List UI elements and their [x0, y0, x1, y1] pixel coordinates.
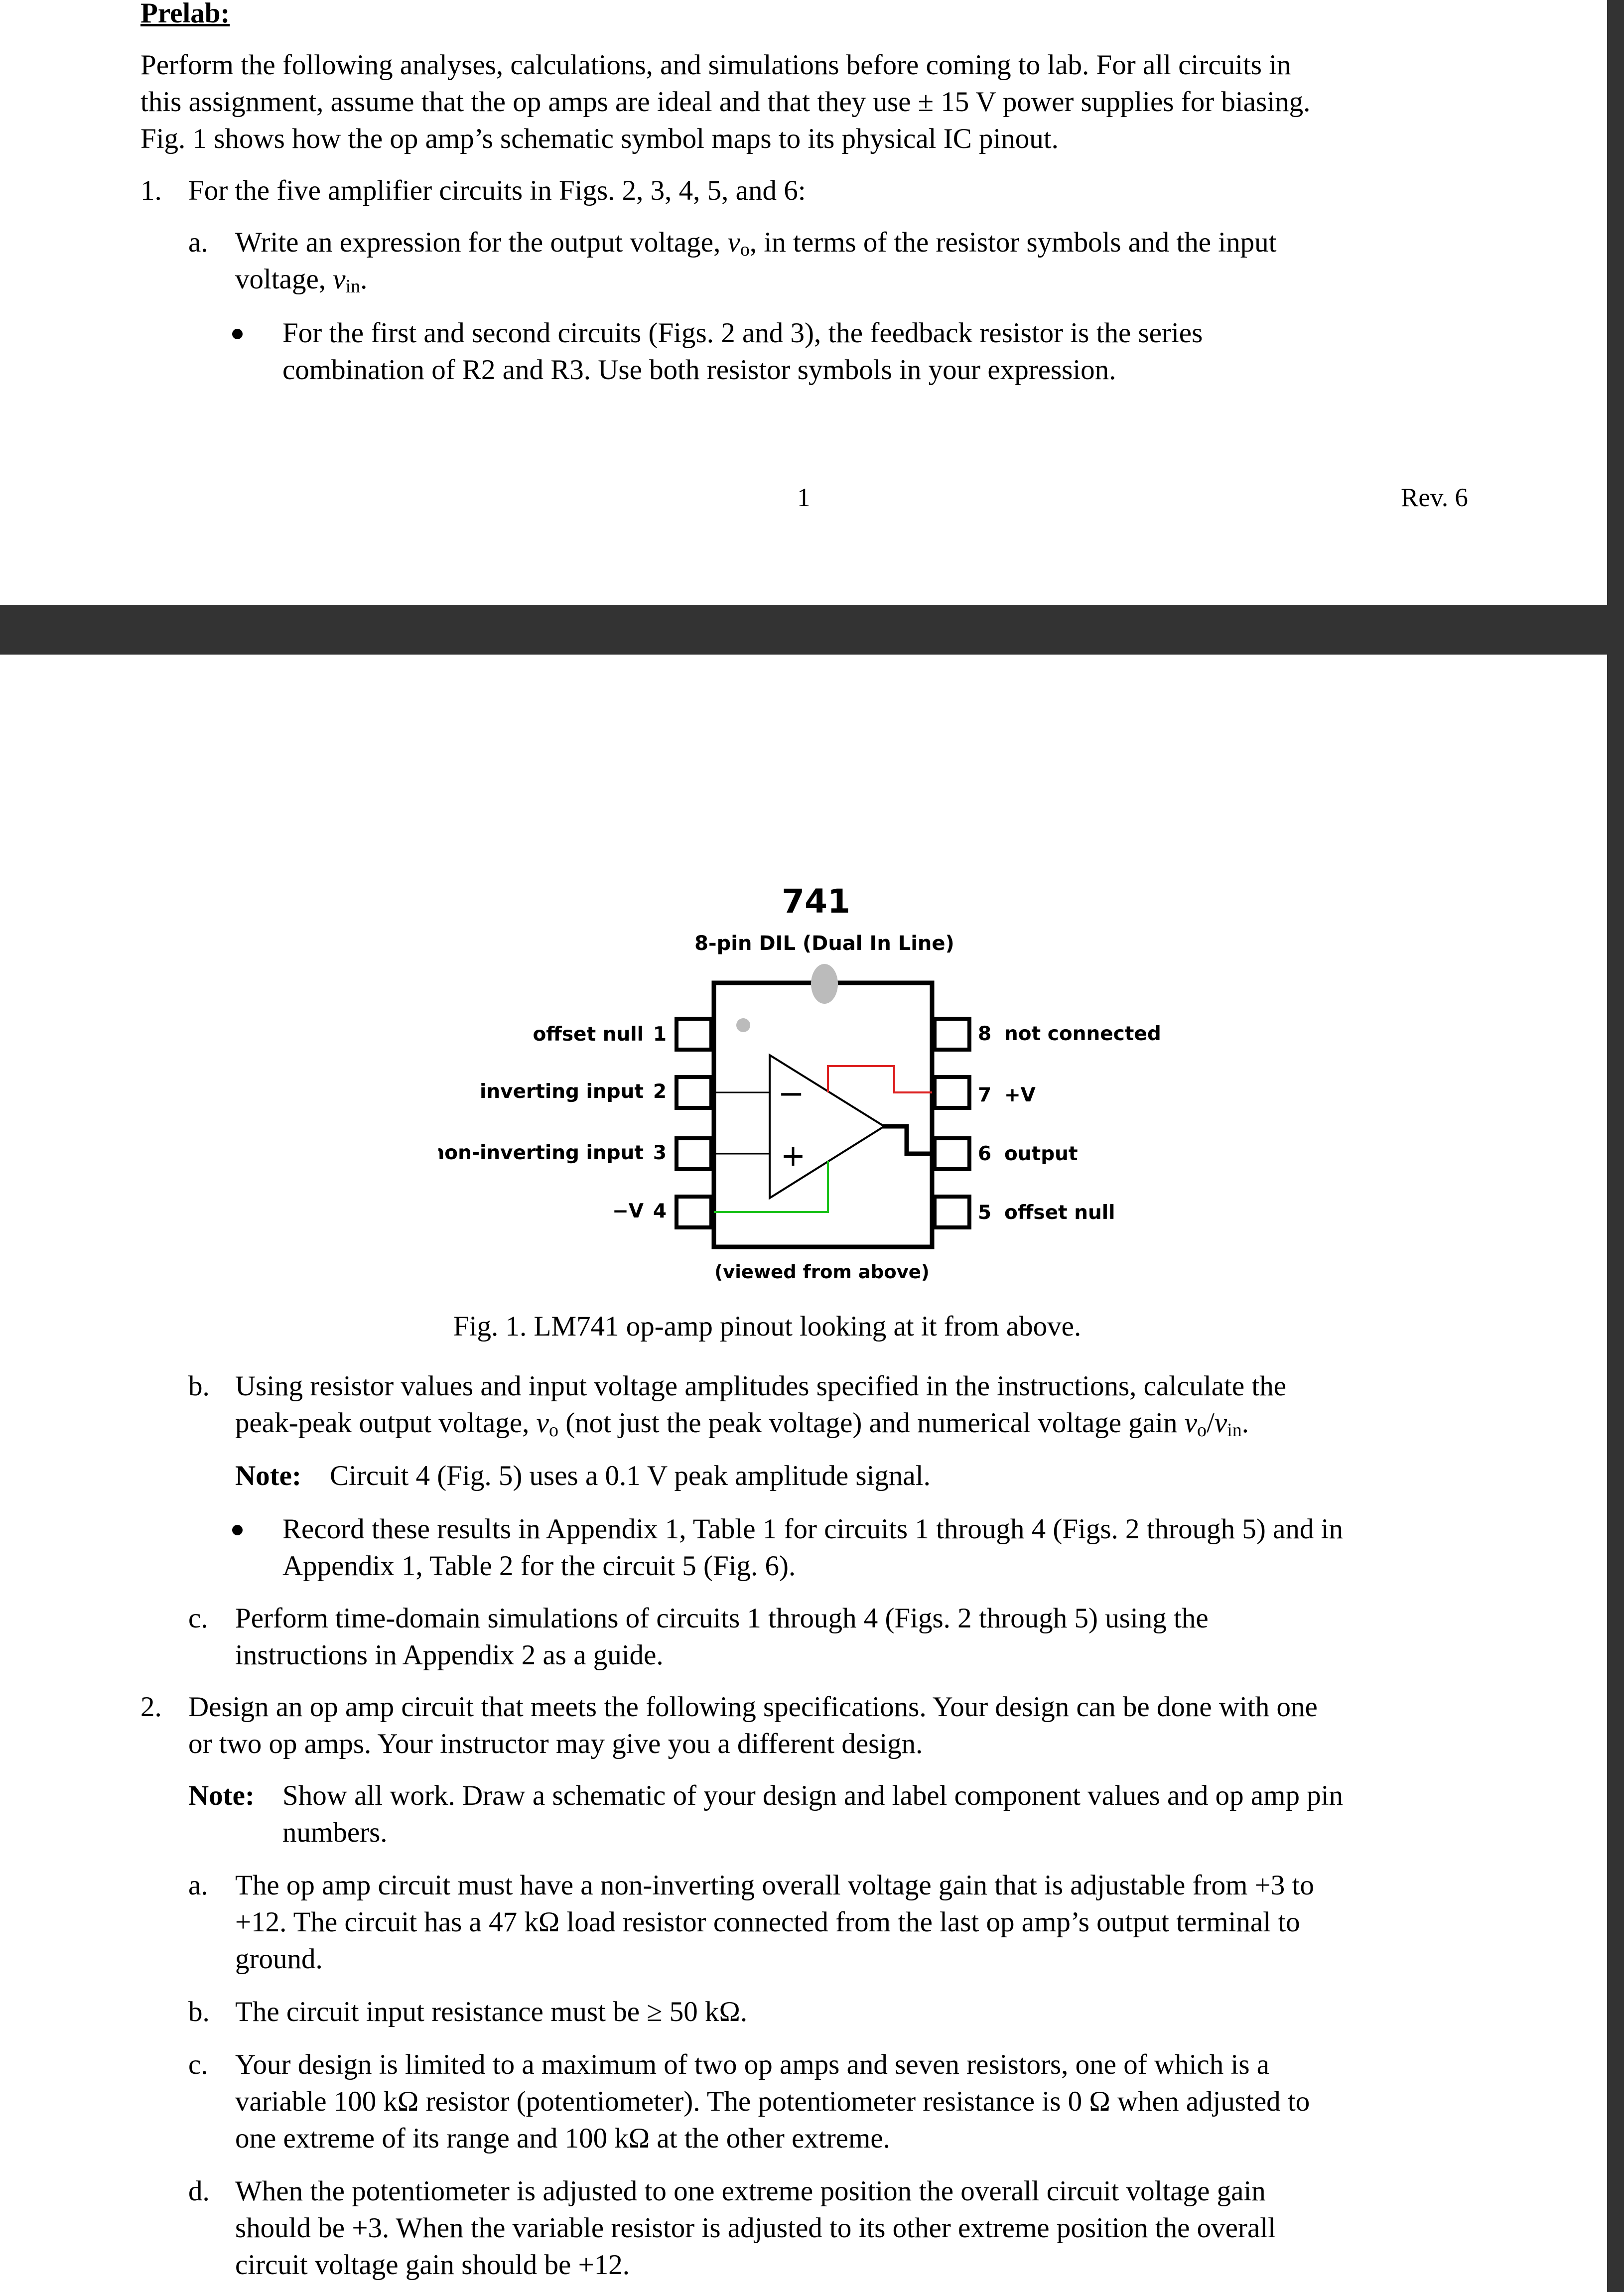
item-2c-label: c.	[188, 2049, 208, 2080]
package-label: 8-pin DIL (Dual In Line)	[694, 932, 954, 955]
item-1a-label: a.	[188, 227, 208, 258]
pin-3-number: 3	[653, 1142, 667, 1164]
pin1-dot	[736, 1018, 750, 1032]
pin-8	[935, 1019, 969, 1050]
item-1c-label: c.	[188, 1603, 208, 1634]
item-2c-line-1: Your design is limited to a maximum of two op amps and seven resistors, one of which is a	[235, 2049, 1270, 2080]
item-2-note-line-1: Show all work. Draw a schematic of your design and label component values and op amp pin	[282, 1780, 1344, 1811]
pin-7	[935, 1077, 969, 1108]
pin-4-number: 4	[653, 1200, 667, 1222]
item-1-text: For the five amplifier circuits in Figs. 2, 3, 4, 5, and 6:	[188, 175, 806, 206]
item-1a-line-1: Write an expression for the output voltage, $v_o$, in terms of the resistor symbols and the input	[235, 227, 1277, 260]
pin-8-label: not connected	[1004, 1023, 1161, 1045]
pinout-diagram	[438, 887, 1186, 1300]
pin-6-number: 6	[978, 1143, 992, 1165]
pin-5	[935, 1197, 969, 1227]
item-2a-label: a.	[188, 1870, 208, 1901]
minus-sign: −	[778, 1076, 805, 1112]
pin-6-label: output	[1004, 1143, 1078, 1165]
item-2d-line-3: circuit voltage gain should be +12.	[235, 2249, 630, 2281]
pin-2	[677, 1077, 711, 1108]
plus-sign: +	[780, 1138, 806, 1173]
item-2c-line-3: one extreme of its range and 100 kΩ at the other extreme.	[235, 2123, 890, 2154]
viewer-scrollbar-track	[1607, 0, 1624, 2292]
pin-5-label: offset null	[1004, 1202, 1115, 1224]
intro-line-2: this assignment, assume that the op amps are ideal and that they use ± 15 V power supplies for biasing.	[140, 86, 1311, 118]
item-2-line-1: Design an op amp circuit that meets the following specifications. Your design can be done with one	[188, 1691, 1318, 1723]
revision-label: Rev. 6	[1401, 483, 1468, 512]
item-2-note-label: Note:	[188, 1780, 255, 1811]
pin-1-number: 1	[653, 1023, 667, 1046]
figure-caption: Fig. 1. LM741 op-amp pinout looking at it from above.	[453, 1311, 1082, 1342]
pinout-figure	[438, 887, 1186, 1300]
item-2-note-line-2: numbers.	[282, 1817, 388, 1848]
pin1-notch	[811, 964, 838, 1004]
item-2d-label: d.	[188, 2175, 210, 2207]
item-1a-bullet-line-1: For the first and second circuits (Figs. 2 and 3), the feedback resistor is the series	[282, 317, 1203, 349]
pin-4-label: −V	[612, 1200, 644, 1222]
item-1b-bullet-line-2: Appendix 1, Table 2 for the circuit 5 (Fig. 6).	[282, 1550, 796, 1582]
item-2a-line-3: ground.	[235, 1943, 323, 1975]
prelab-heading: Prelab:	[140, 0, 230, 29]
pin-2-label: inverting input	[480, 1080, 644, 1103]
intro-line-1: Perform the following analyses, calculations, and simulations before coming to lab. For all circuits in	[140, 49, 1291, 81]
item-2b-line-1: The circuit input resistance must be ≥ 50 kΩ.	[235, 1996, 748, 2027]
item-1c-line-1: Perform time-domain simulations of circuits 1 through 4 (Figs. 2 through 5) using the	[235, 1603, 1209, 1634]
item-1b-bullet-line-1: Record these results in Appendix 1, Table 1 for circuits 1 through 4 (Figs. 2 through 5) and in	[282, 1513, 1343, 1545]
item-1a-bullet-line-2: combination of R2 and R3. Use both resistor symbols in your expression.	[282, 354, 1116, 386]
item-1b-line-2: peak-peak output voltage, $v_o$ (not just the peak voltage) and numerical voltage gain $v_o/v_{in}$.	[235, 1407, 1249, 1441]
pin-5-number: 5	[978, 1202, 992, 1224]
pin-4	[677, 1197, 711, 1227]
pin-6	[935, 1138, 969, 1169]
item-2-line-2: or two op amps. Your instructor may give you a different design.	[188, 1728, 923, 1759]
intro-line-3: Fig. 1 shows how the op amp’s schematic symbol maps to its physical IC pinout.	[140, 123, 1059, 154]
view-note: (viewed from above)	[714, 1261, 930, 1283]
pin-3-label: non-inverting input	[438, 1142, 644, 1164]
page-separator	[0, 605, 1607, 655]
item-1b-note-text: Circuit 4 (Fig. 5) uses a 0.1 V peak amplitude signal.	[330, 1460, 931, 1491]
pin-7-label: +V	[1004, 1084, 1036, 1106]
item-2a-line-1: The op amp circuit must have a non-inverting overall voltage gain that is adjustable from +3 to	[235, 1870, 1314, 1901]
pin-7-number: 7	[978, 1084, 992, 1106]
bullet-icon	[232, 329, 243, 339]
item-2a-line-2: +12. The circuit has a 47 kΩ load resistor connected from the last op amp’s output terminal to	[235, 1906, 1300, 1938]
pin-2-number: 2	[653, 1080, 667, 1103]
item-2d-line-1: When the potentiometer is adjusted to one extreme position the overall circuit voltage gain	[235, 2175, 1266, 2207]
pin-3	[677, 1138, 711, 1169]
pin-1-label: offset null	[533, 1023, 644, 1046]
item-2-number: 2.	[140, 1691, 162, 1723]
item-1b-line-1: Using resistor values and input voltage amplitudes specified in the instructions, calculate the	[235, 1370, 1287, 1402]
item-1b-note-label: Note:	[235, 1460, 301, 1491]
chip-name: 741	[782, 887, 850, 921]
bullet-icon	[232, 1525, 243, 1535]
pin-1	[677, 1019, 711, 1050]
item-2d-line-2: should be +3. When the variable resistor is adjusted to its other extreme position the overall	[235, 2212, 1276, 2244]
item-1a-line-2: voltage, $v_{in}$.	[235, 264, 368, 297]
item-2b-label: b.	[188, 1996, 210, 2027]
item-2c-line-2: variable 100 kΩ resistor (potentiometer). The potentiometer resistance is 0 Ω when adjusted to	[235, 2086, 1310, 2117]
item-1-number: 1.	[140, 175, 162, 206]
item-1b-label: b.	[188, 1370, 210, 1402]
item-1c-line-2: instructions in Appendix 2 as a guide.	[235, 1639, 664, 1671]
page-number: 1	[797, 483, 811, 512]
pin-8-number: 8	[978, 1023, 992, 1045]
